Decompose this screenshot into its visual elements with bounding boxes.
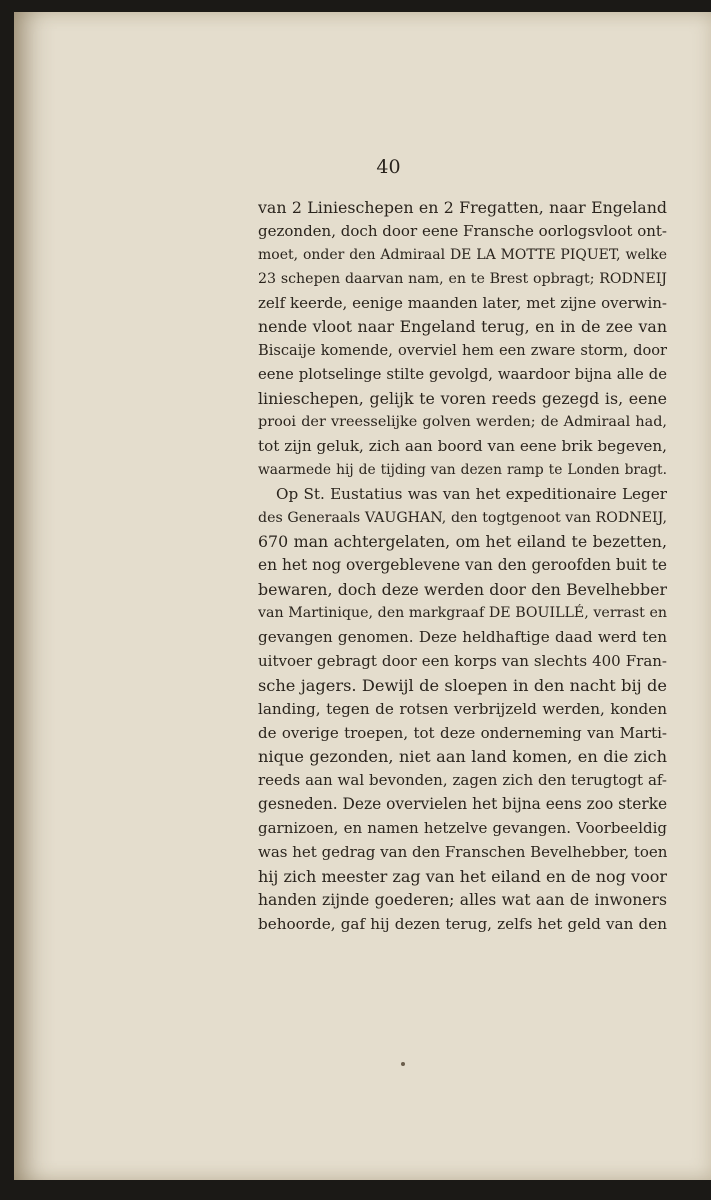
text-line: uitvoer gebragt door een korps van slechts 400 Fran- [258, 651, 667, 670]
text-line: tot zijn geluk, zich aan boord van eene brik begeven, [258, 436, 667, 455]
ink-speck [401, 1062, 405, 1066]
text-line: van 2 Linieschepen en 2 Fregatten, naar Engeland [258, 198, 667, 217]
text-line: bewaren, doch deze werden door den Bevelhebber [258, 580, 667, 600]
text-line: moet, onder den Admiraal DE LA MOTTE PIQUET, welke [258, 246, 667, 263]
text-line: gesneden. Deze overvielen het bijna eens zoo sterke [258, 795, 667, 814]
text-line: des Generaals VAUGHAN, den togtgenoot van RODNEIJ, [258, 509, 667, 526]
text-line: 23 schepen daarvan nam, en te Brest opbragt; RODNEIJ [258, 270, 667, 287]
text-line: sche jagers. Dewijl de sloepen in den nacht bij de [258, 675, 667, 695]
text-line: hij zich meester zag van het eiland en de nog voor [258, 866, 667, 886]
text-line: van Martinique, den markgraaf DE BOUILLÉ, verrast en [258, 605, 667, 622]
text-line: en het nog overgeblevene van den geroofden buit te [258, 556, 667, 575]
text-line: linieschepen, gelijk te voren reeds gezegd is, eene [258, 389, 667, 409]
text-line: Biscaije komende, overviel hem een zware storm, door [258, 342, 667, 360]
text-line: Op St. Eustatius was van het expeditionaire Leger [276, 484, 667, 503]
page-number: 40 [376, 156, 401, 178]
text-line: zelf keerde, eenige maanden later, met zijne overwin- [258, 293, 667, 312]
text-line: landing, tegen de rotsen verbrijzeld werden, konden [258, 699, 667, 718]
body-text [258, 196, 667, 937]
text-line: 670 man achtergelaten, om het eiland te bezetten, [258, 532, 667, 552]
text-line: prooi der vreesselijke golven werden; de Admiraal had, [258, 414, 667, 431]
text-line: waarmede hij de tijding van dezen ramp te Londen bragt. [258, 461, 667, 478]
text-line: de overige troepen, tot deze onderneming van Marti- [258, 723, 667, 742]
text-line: nique gezonden, niet aan land komen, en die zich [258, 747, 667, 767]
book-page [14, 12, 711, 1180]
text-line: behoorde, gaf hij dezen terug, zelfs het geld van den [258, 914, 667, 933]
text-line: garnizoen, en namen hetzelve gevangen. Voorbeeldig [258, 819, 667, 838]
text-line: handen zijnde goederen; alles wat aan de inwoners [258, 890, 667, 909]
text-line: nende vloot naar Engeland terug, en in de zee van [258, 317, 667, 337]
text-line: eene plotselinge stilte gevolgd, waardoor bijna alle de [258, 366, 667, 384]
text-line: was het gedrag van den Franschen Bevelhebber, toen [258, 843, 667, 862]
text-line: gezonden, doch door eene Fransche oorlogsvloot ont- [258, 221, 667, 240]
text-line: reeds aan wal bevonden, zagen zich den terugtogt af- [258, 771, 667, 790]
text-line: gevangen genomen. Deze heldhaftige daad werd ten [258, 628, 667, 647]
